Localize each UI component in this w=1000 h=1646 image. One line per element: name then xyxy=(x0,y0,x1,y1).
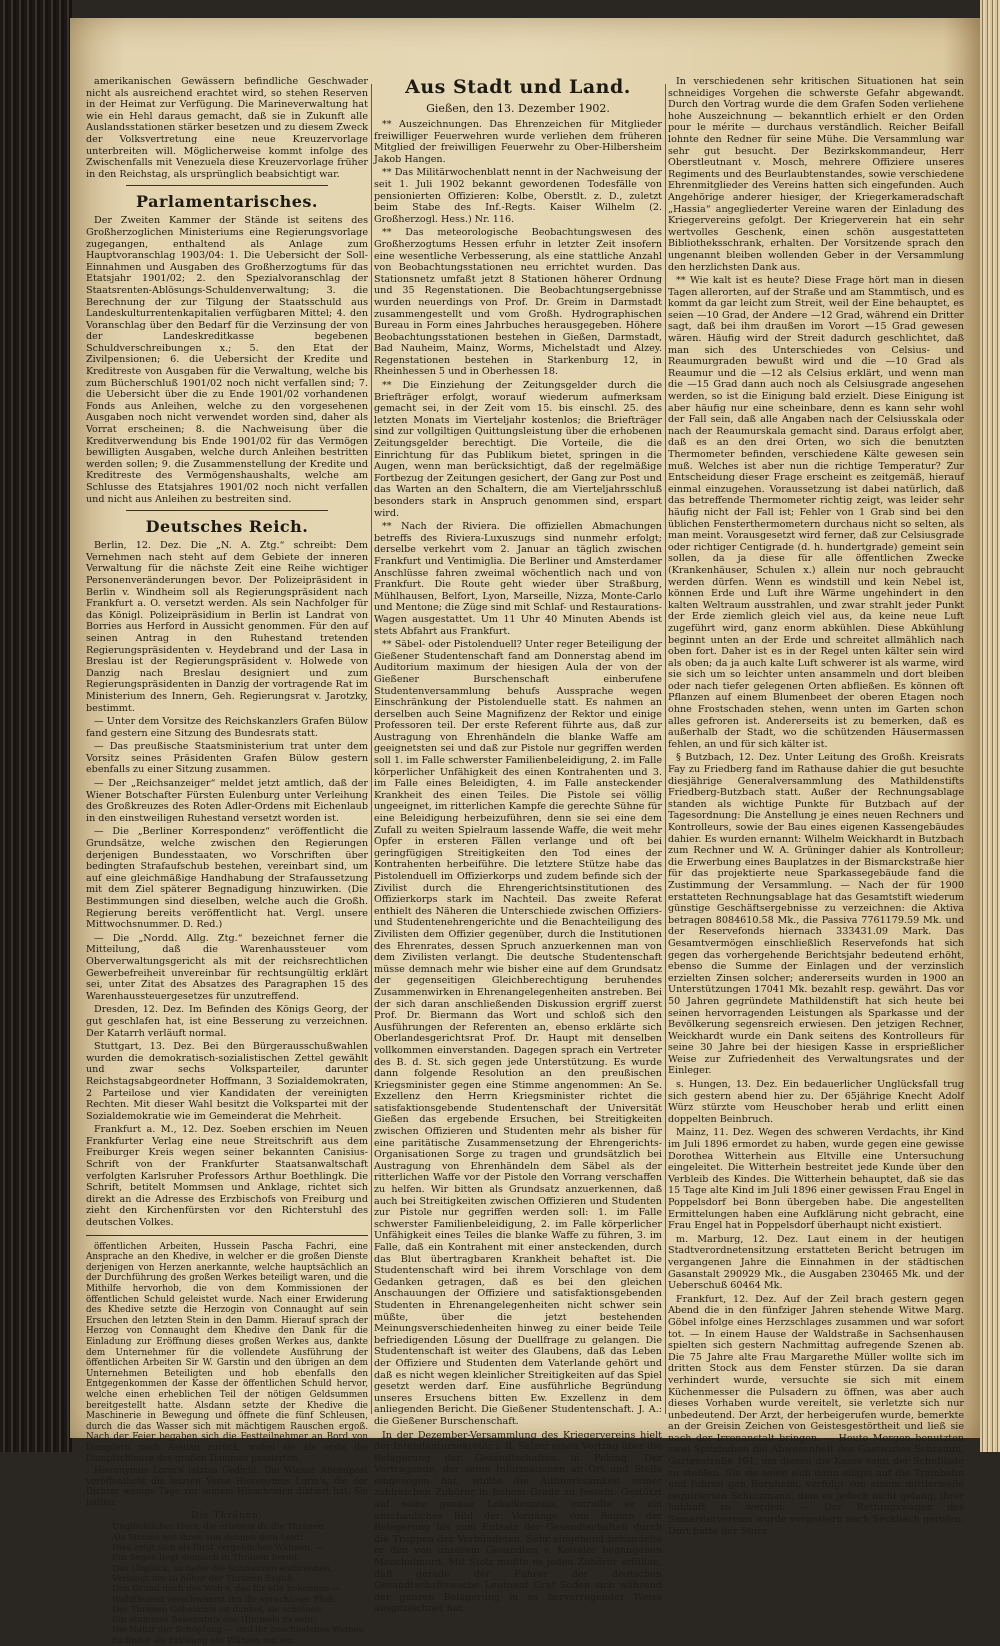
column-3 xyxy=(668,76,964,1537)
article-paragraph: ** Das meteorologische Beobachtungswesen des Großherzogtums Hessen erfuhr in letzter Zeit insofern eine wesentliche Verbesserung, als eine stattliche Anzahl von Beobachtungsstationen neu errichtet wurden. Das Stationsnetz umfaßt jetzt 8 Stationen höherer Ordnung und 35 Regenstationen. Die Beobachtungsergebnisse wurden neuerdings von Prof. Dr. Greim in Darmstadt zusammengestellt und vom Großh. Hydrographischen Bureau in Form eines Jahrbuches herausgegeben. Höhere Beobachtungsstationen bestehen in Gießen, Darmstadt, Bad Nauheim, Mainz, Worms, Michelstadt und Alzey. Regenstationen bestehen in Starkenburg 12, in Rheinhessen 5 und in Oberhessen 18. xyxy=(374,227,662,378)
article-paragraph: — Der „Reichsanzeiger“ meldet jetzt amtlich, daß der Wiener Botschafter Fürsten Eulenburg unter Verleihung des Großkreuzes des Roten Adler-Ordens mit Eichenlaub in den einstweiligen Ruhestand versetzt worden ist. xyxy=(86,778,368,824)
article-paragraph: Frankfurt, 12. Dez. Auf der Zeil brach gestern gegen Abend die in den fünfziger Jahren stehende Witwe Marg. Göbel infolge eines Herzschlages zusammen und war sofort tot. — In einem Hause der Waldstraße in Sachsenhausen spielten sich gestern Nachmittag aufregende Szenen ab. Die 75 Jahre alte Frau Margarethe Müller wollte sich im dritten Stock aus dem Fenster stürzen. Da sie daran verhindert wurde, versuchte sie sich mit einem Küchenmesser die Pulsadern zu öffnen, was aber auch dieses Vorhaben wurde vereitelt, sie verletzte sich nur unbedeutend. Der Arzt, der herbeigerufen wurde, bemerkte an der Greisin Zeichen von Geistesgestörtheit und ließ sie nach der Irrenanstalt bringen. — Heute Morgen benutzten zwei Spitzbuben die Abwesenheit des Gastwirtes Schramm, Gartenstraße 101, um diesen die Kasse samt der Schublade zu stehlen. Sie sie seien sich dann eiligst auf die Trambahn und fuhren gen Bornheim, verfolgt von einem mittlerweile requirierten Schutzmann, dem es jedoch nicht gelang, ihrer habhaft zu werden. — Der Rettungswagen des Samaritervereins wurde vorgestern nach Seckbach gerufen. Dort hatte der Sturz xyxy=(668,1293,964,1537)
article-parlamentarisches: Der Zweiten Kammer der Stände ist seitens des Großherzoglichen Ministeriums eine Regierungsvorlage zugegangen, enthaltend als Anlage zum Hauptvoranschlag 1903/04: 1. Die Uebersicht der Soll-Einnahmen und Ausgaben des Großherzogtums für das Etatsjahr 1901/02; 2. den Spezialvoranschlag der Staatsrenten-Ablösungs-Schuldenverwaltung; 3. die Berechnung der zur Tilgung der Staatsschuld aus Landeskulturrentenkapitalien verfügbaren Mittel; 4. den Voranschlag über den Bedarf für die Verzinsung der von der Landeskreditkasse begebenen Schuldverschreibungen x.; 5. den Etat der Zivilpensionen; 6. die Uebersicht der Kredite und Kreditreste von Ausgaben für die Verwaltung, welche bis zum Bücherschluß 1901/02 noch nicht verfallen sind; 7. die Uebersicht über die zu Ende 1901/02 vorhandenen Fonds aus Anleihen, welche zu den vorgesehenen Ausgaben noch nicht verwendet worden sind, daher als Vorrat erscheinen; 8. die Nachweisung über die Kreditverwendung bis Ende 1901/02 für das Vermögen bewilligten Ausgaben, welche durch Anleihen bestritten werden sollen; 9. die Zusammenstellung der Kredite und Kreditreste des Vermögenshaushalts, welche am Schlusse des Etatsjahres 1901/02 noch nicht verfallen und nicht aus Anleihen zu bestreiten sind. xyxy=(86,215,368,505)
article-paragraph: ** Säbel- oder Pistolenduell? Unter reger Beteiligung der Gießener Studentenschaft fand am Donnerstag abend im Auditorium maximum der hiesigen Aula der von der Gießener Burschenschaft einberufene Studentenversammlung behufs Aussprache wegen Einschränkung der Pistolenduelle statt. Es nahmen an derselben auch Seine Magnifizenz der Rektor und einige Professoren teil. Der erste Referent führte aus, daß zur Austragung von Ehrenhändeln die blanke Waffe am geeignetsten sei und daß zur Pistole nur gegriffen werden soll 1. im Falle schwerster Familienbeleidigung, 2. im Falle körperlicher Unfähigkeit des einen Kontrahenten und 3. im Falle eines Beleidigten, 4. im Falle ansteckender Krankheit des einen Teiles. Die Pistole sei völlig ungeeignet, im ritterlichen Kampfe die gerechte Sühne für eine Beleidigung herbeizuführen, denn sie sei eine dem Zufall zu weiten Spielraum lassende Waffe, die weit mehr Opfer in ersteren Fällen verlange und oft bei geringfügigen Streitigkeiten den Tod eines der Kontrahenten herbeiführe. Die letztere Stütze habe das Pistolenduell im Offizierkorps und zudem befinde sich der Zivilist durch die Ehrengerichtsinstitutionen des Offizierkorps stark im Nachteil. Das zweite Referat enthielt des Näheren die Unterschiede zwischen Offiziers- und Studentenehrengerichte und die Benachteiligung des Zivilisten dem Offizier gegenüber, durch die Institutionen des Ehrenrates, dessen Spruch anzuerkennen man von dem Zivilisten verlangt. Die deutsche Studentenschaft müsse demnach mehr wie bisher eine auf dem Grundsatz der gegenseitigen Gleichberechtigung beruhendes Zusammenwirken in Ehrenangelegenheiten anstreben. Bei der sich daran anschließenden Diskussion ergriff zuerst Prof. Dr. Biermann das Wort und schloß sich den Ausführungen der Referenten an, ebenso erklärte sich Oberlandesgerichtsrat Prof. Dr. Haupt mit denselben vollkommen einverstanden. Dagegen sprach ein Vertreter des B. d. St. sich gegen jede Unterstützung. Es wurde dann folgende Resolution an den preußischen Kriegsminister gegen eine Stimme angenommen: An Se. Exzellenz den Herrn Kriegsminister richtet die satisfaktionsgebende Studentenschaft der Universität Gießen das ergebende Ersuchen, bei Streitigkeiten zwischen Offizieren und Studenten mehr als bisher für eine paritätische Zusammensetzung der Ehrengerichts-Organisationen Sorge zu tragen und grundsätzlich bei Austragung von Ehrenhändeln dem Säbel als der ritterlichen Waffe vor der Pistole den Vorrang verschaffen zu helfen. Wir bitten als Grundsatz anzuerkennen, daß auch bei Streitigkeiten zwischen Offizieren und Studenten zur Pistole nur gegriffen werden soll: 1. im Falle schwerster Familienbeleidigung, 2. im Falle körperlicher Unfähigkeit eines Teiles die blanke Waffe zu führen, 3. im Falle, daß ein Kontrahent mit einer ansteckenden, durch das Blut übertragbaren Krankheit behaftet ist. Die Studentenschaft wird bei ihrem Vorschlage von dem Gedanken getragen, daß es bei den gleichen Anschauungen der Offiziere und satisfaktionsgebenden Studenten in Ehrenangelegenheiten nicht schwer sein müßte, über die jetzt bestehenden Meinungsverschiedenheiten hinweg zu einer beide Teile befriedigenden Lösung der Duellfrage zu gelangen. Die Studentenschaft ist weiter des Glaubens, daß das Leben der Offiziere und Studenten dem Vaterlande gehört und daß es nicht wegen kleinlicher Streitigkeiten auf das Spiel gesetzt werden darf. Eine ausführliche Begründung unseres Ersuchens bitten Ew. Exzellenz in dem anliegenden Bericht. Die Gießener Studentenschaft. J. A.: die Gießener Burschenschaft. xyxy=(374,639,662,1427)
article-paragraph: Mainz, 11. Dez. Wegen des schweren Verdachts, ihr Kind im Juli 1896 ermordet zu haben, wurde gegen eine gewisse Dorothea Witterhein aus Eltville eine Untersuchung eingeleitet. Die Witterhein bestreitet jede Kunde über den Verbleib des Kindes. Die Witterhein behauptet, daß sie das 15 Tage alte Kind im Juli 1896 einer gewissen Frau Engel in Poppelsdorf bei Bonn übergeben habe. Die angestellten Ermittelungen haben eine Aufklärung nicht gebracht, eine Frau Engel hat in Poppelsdorf überhaupt nicht existiert. xyxy=(668,1127,964,1232)
section-heading-stadt-und-land: Aus Stadt und Land. xyxy=(405,76,631,98)
article-paragraph: ** Auszeichnungen. Das Ehrenzeichen für Mitglieder freiwilliger Feuerwehren wurde verliehen dem früheren Mitglied der freiwilligen Feuerwehr zu Ober-Hilbersheim Jakob Hangen. xyxy=(374,119,662,165)
article-paragraph: Dresden, 12. Dez. Im Befinden des Königs Georg, der gut geschlafen hat, ist eine Besserung zu verzeichnen. Der Katarrh verläuft normal. xyxy=(86,1004,368,1039)
poem xyxy=(86,1522,368,1646)
article-paragraph: ** Nach der Riviera. Die offiziellen Abmachungen betreffs des Riviera-Luxuszugs sind nunmehr erfolgt; derselbe verkehrt vom 2. Januar an täglich zwischen Frankfurt und Ventimiglia. Die Berliner und Amsterdamer Anschlüsse fahren zweimal wöchentlich nach und von Frankfurt. Die Route geht wieder über Straßburg, Mühlhausen, Belfort, Lyon, Marseille, Nizza, Monte-Carlo und Mentone; die Züge sind mit Schlaf- und Restaurations-Wagen ausgestattet. Um 11 Uhr 40 Minuten Abends ist stets Abfahrt aus Frankfurt. xyxy=(374,521,662,637)
poem-line: Als Ströme mit ihren von dannen dein Leid! xyxy=(112,1532,303,1543)
poem-line: Das Unglück, so tiefer die Schmerzen entbrennen, xyxy=(112,1563,333,1574)
lorm-intro: Hieronymus Lorm's letztes Gedicht. Die Wiener Abendpost veröffentlicht die letzten Verse Hieronymus Lorm's, die der Dichter wenige Tage vor seinem Hinscheiden diktiert hat. Sie lauten: xyxy=(86,1466,368,1508)
article-intro: amerikanischen Gewässern befindliche Geschwader nicht als ausreichend erachtet wird, so stehen Reserven in der Heimat zur Verfügung. Die Marineverwaltung hat wie ein Hehl daraus gemacht, daß sie in Zukunft alle Auslandsstationen stärker besetzen und zu diesem Zweck der Volksvertretung eine neue Kreuzervorlage unterbreiten will. Möglicherweise kommt infolge des Zwischenfalls mit Venezuela diese Kreuzervorlage früher in den Reichstag, als ursprünglich beabsichtigt war. xyxy=(86,76,368,180)
poem-line: Den Grund doch des Weh's, das für alle bekennen — xyxy=(112,1584,341,1595)
article-paragraph: — Unter dem Vorsitze des Reichskanzlers Grafen Bülow fand gestern eine Sitzung des Bundesrats statt. xyxy=(86,716,368,739)
poem-line: Ein stummes Bekenntnis des Himmels zu sein: xyxy=(112,1615,316,1626)
article-paragraph: Stuttgart, 13. Dez. Bei den Bürgerausschußwahlen wurden die demokratisch-sozialistischen Zettel gewählt und zwar sechs Volksparteiler, darunter Reichstagsabgeordneter Hoffmann, 3 Sozialdemokraten, 2 Parteilose und vier Kandidaten der vereinigten Rechten. Mit dieser Wahl besitzt die Volkspartei mit der Sozialdemokratie wie im Gemeinderat die Mehrheit. xyxy=(86,1041,368,1122)
dateline: Gießen, den 13. Dezember 1902. xyxy=(426,102,610,115)
article-paragraph: Berlin, 12. Dez. Die „N. A. Ztg.“ schreibt: Dem Vernehmen nach steht auf dem Gebiete der inneren Verwaltung für die nächste Zeit eine Reihe wichtiger Personenveränderungen bevor. Der Polizeipräsident in Berlin v. Windheim soll als Regierungspräsident nach Frankfurt a. O. versetzt werden. Als sein Nachfolger für das Königl. Polizeipräsidium in Berlin ist Landrat von Borries aus Herford in Aussicht genommen. Für den auf seinen Antrag in den Ruhestand tretenden Regierungspräsidenten v. Heydebrand und der Lasa in Breslau ist der Regierungspräsident v. Holwede von Danzig nach Breslau designiert und zum Regierungspräsidenten in Danzig der vortragende Rat im Ministerium des Innern, Geh. Regierungsrat v. Jarotzky, bestimmt. xyxy=(86,540,368,714)
poem-line: Ein Segen liegt dennoch in Thränen bereit. xyxy=(112,1553,301,1564)
column-rule-2 xyxy=(665,84,666,1414)
newspaper-page xyxy=(70,18,980,1646)
article-paragraph: ** Wie kalt ist es heute? Diese Frage hört man in diesen Tagen allerorten, auf der Straße und am Stammtisch, und es kommt da gar leicht zum Streit, weil der Eine behauptet, es seien —10 Grad, der Andere —12 Grad, während ein Dritter sagt, daß bei ihm draußen im Vorort —15 Grad gewesen wären. Häufig wird der Streit dadurch geschlichtet, daß man sich des Unterschiedes von Celsius- und Reaumurgraden bewußt wird und die —10 Grad als Reaumur und die —12 als Celsius erklärt, und wenn man die —15 Grad dann auch noch als Celsiusgrade angesehen werden, so ist die Einigung bald erzielt. Diese Einigung ist aber häufig nur eine scheinbare, denn es kann sehr wohl der Fall sein, daß alle Angaben nach der Celsiusskala oder nach der Reaumurskala gemacht sind. Daraus erfolgt aber, daß es an den drei Orten, wo sich die benutzten Thermometer befinden, verschiedene Kälte gewesen sein muß. Welches ist aber nun die richtige Temperatur? Zur Entscheidung dieser Frage erscheint es zeitgemäß, hierauf einmal einzugehen. Voraussetzung ist dabei natürlich, daß das betreffende Thermometer richtig zeigt, was leider sehr häufig nicht der Fall ist; Fehler von 1 Grab sind bei den üblichen Fensterthermometern durchaus nicht so selten, als man meint. Vorausgesetzt wird ferner, daß zur Celsiusgrade oder richtiger Centigrade (d. h. hundertgrade) gemeint sein sollen, da ja diese für alle öffentlichen Zwecke (Krankenhäuser, Schulen x.) allein nur noch gebraucht werden dürfen. Wenn es windstill und kein Nebel ist, können Erde und Luft ihre Wärme ungehindert in den kalten Weltraum ausstrahlen, und zwar strahlt jeder Punkt der Erde ziemlich gleich viel aus, da keine neue Luft zugeführt wird, ganz enorm abkühlen. Diese Abkühlung beginnt unten an der Erde und schreitet allmählich nach oben fort. Daher ist es in der Regel unten kälter sein wird als oben; da ja auch kalte Luft schwerer ist als warme, wird sie sich um so leichter unten ansammeln und dort bleiben oder nach tiefer gelegenen Orten abfließen. Es können oft Pflanzen auf einem Blumenbeet der oberen Etagen noch ohne Frostschaden stehen, wenn unten im Garten schon alles gefroren ist. Andererseits ist zu bemerken, daß es außerhalb der Stadt, wo die schützenden Häusermassen fehlen, an und für sich kälter ist. xyxy=(668,275,964,750)
article-paragraph: m. Marburg, 12. Dez. Laut einem in der heutigen Stadtverordnetensitzung erstatteten Bericht betrugen im vergangenen Jahre die Einnahmen in der städtischen Gasanstalt 290929 Mk., die Ausgaben 230465 Mk. und der Ueberschuß 60464 Mk. xyxy=(668,1233,964,1292)
article-paragraph: — Das preußische Staatsministerium trat unter dem Vorsitz seines Präsidenten Grafen Bülow gestern ebenfalls zu einer Sitzung zusammen. xyxy=(86,741,368,776)
article-paragraph: s. Hungen, 13. Dez. Ein bedauerlicher Unglücksfall trug sich gestern abend hier zu. Der 65jährige Knecht Adolf Würz stürzte vom Heuschober herab und erlitt einen doppelten Beinbruch. xyxy=(668,1079,964,1125)
feuilleton-divider xyxy=(86,1235,368,1236)
poem-title: Die Thränen. xyxy=(191,1511,263,1522)
divider xyxy=(126,185,328,186)
column-rule-1 xyxy=(371,84,372,1414)
article-paragraph: ** Das Militärwochenblatt nennt in der Nachweisung der seit 1. Juli 1902 bekannt gewordenen Todesfälle von pensionierten Offizieren: Kolbe, Oberstlt. z. D., zuletzt beim Stabe des Inf.-Regts. Kaiser Wilhelm (2. Großherzogl. Hess.) Nr. 116. xyxy=(374,167,662,225)
poem-line: Verlangt um so höher der Thränen Erguß, xyxy=(112,1573,296,1584)
poem-line: Die Natur der Schöpfung — und ihr beschiedenes Weinen xyxy=(112,1625,365,1636)
article-paragraph: ** Die Einziehung der Zeitungsgelder durch die Briefträger erfolgt, worauf wiederum aufmerksam gemacht sei, in der Zeit vom 15. bis einschl. 25. des letzten Monats im Vierteljahr kostenlos; die Briefträger sind zur vollgiltigen Quittungsleistung über die erhobenen Zeitungsgelder berechtigt. Die Vorteile, die die Einrichtung für das Publikum bietet, springen in die Augen, wenn man berücksichtigt, daß der regelmäßige Fortbezug der Zeitungen gesichert, der Gang zur Post und das Warten an den Schaltern, die am Vierteljahrsschluß besonders stark in Anspruch genommen sind, erspart wird. xyxy=(374,380,662,519)
poem-line: Der Thränen Geheimnis ist dunkel, sie scheinen xyxy=(112,1604,322,1615)
section-heading-parlamentarisches: Parlamentarisches. xyxy=(136,192,318,212)
article-paragraph: — Die „Berliner Korrespondenz“ veröffentlicht die Grundsätze, welche zwischen den Regierungen derjenigen Bundesstaaten, wo Vorschriften über bedingten Strafaufschub bestehen, vereinbart sind, um auf eine gleichmäßige Handhabung der Strafaussetzung mit dem Ziel späterer Begnadigung hinzuwirken. (Die Bestimmungen sind dieselben, welche auch die Großh. Regierung bereits veröffentlicht hat. Vergl. unsere Mittwochsnummer. D. Red.) xyxy=(86,826,368,931)
section-heading-deutsches-reich: Deutsches Reich. xyxy=(145,517,309,537)
article-paragraph: — Die „Nordd. Allg. Ztg.“ bezeichnet ferner die Mitteilung, daß die Warenhaussteuer vom Oberverwaltungsgericht als mit der reichsrechtlichen Gewerbefreiheit unvereinbar für rechtsungültig erklärt sei, unter Zitat des Absatzes des Paragraphen 15 des Warenhaussteuergesetzes für unzutreffend. xyxy=(86,932,368,1002)
poem-line: Unglückliches Herz, die erlebnis du die Thränen xyxy=(112,1522,324,1533)
article-paragraph: Frankfurt a. M., 12. Dez. Soeben erschien im Neuen Frankfurter Verlag eine neue Streitschrift aus dem Freiburger Kreis wegen seiner bekannten Canisius-Schrift von der Frankfurter Staatsanwaltschaft verfolgten Karlsruher Professors Arthur Boethlingk. Die Schrift, betitelt Mommsen und Anklage, richtet sich direkt an die Adresse des Erzbischofs von Freiburg und zieht den Kirchenfürsten vor den Richterstuhl des deutschen Volkes. xyxy=(86,1124,368,1229)
article-paragraph: § Butzbach, 12. Dez. Unter Leitung des Großh. Kreisrats Fay zu Friedberg fand im Rathause dahier die gut besuchte diesjährige Generalversammlung des Mathildenstifts Friedberg-Butzbach statt. Außer der Rechnungsablage standen als wichtige Punkte für Butzbach auf der Tagesordnung: Die Anstellung je eines neuen Rechners und Kontrolleurs, sowie der Bau eines eigenen Kassengebäudes dahier. Es wurden ernannt: Wilhelm Weickhardt in Butzbach zum Rechner und W. A. Grüninger dahier als Kontrolleur; die Erwerbung eines Bauplatzes in der Bismarckstraße hier für das projektierte neue Sparkassegebäude fand die Zustimmung der Versammlung. — Nach der für 1900 erstatteten Rechnungsablage hat das Gesamtstift wiederum günstige Geschäftsergebnisse zu verzeichnen: die Aktiva betragen 8084610.58 Mk., die Passiva 7761179.59 Mk. und der Reservefonds hiernach 333431.09 Mark. Das Gesamtvermögen einschließlich Reservefonds hat sich gegen das vorhergehende Berichtsjahr bedeutend erhöht, ebenso die Summe der Einlagen und der verzinslich erzielten Zinsen solcher; andererseits wurden in 1900 an Unterstützungen 17041 Mk. bezahlt resp. gewährt. Das vor 50 Jahren gegründete Mathildenstift hat sich heute bei seinen hervorragenden Leistungen als Sparkasse und der Bevölkerung segensreich erwiesen. Den jetzigen Rechner, Weickhardt wurde ein Dank seitens des Kontrolleurs für seine 30 Jahre bei der hiesigen Kasse in ersprießlicher Weise zur Zufriedenheit des Verwaltungsrates und der Einleger. xyxy=(668,752,964,1077)
article-paragraph: In der Dezember-Versammlung des Kriegervereins hielt der Intendantursekretär i. R. Selzer einen Vortrag über die Belagerung der Gesandtschaften in Peking. Der Vortragende, der seine Informationen an Ort und Stelle eingezogen hat, wußte die Aufmerksamkeit seiner zahlreichen Zuhörer in hohem Grade zu fesseln. Gestützt auf seine genaue Lokalkenntnis, entrollte er ein anschauliches Bild der Vorgänge vom Beginn der Belagerung bis zum Entsatz der Gesandtschaften durch die Truppen der Verbündeten. Sehr eingehend behandelte er den von unserem Gesandten v. Ketteler begangenen Meuchelmord. Mit Stolz mußte es jeden Zuhörer erfüllen, daß gerade der Führer der deutschen Gesandtschaftswache Leutnant Graf Soden sich während der ganzen Belagerung in so hervorragender Weise ausgezeichnet hat. xyxy=(374,1429,662,1615)
column-2 xyxy=(374,76,662,1615)
column-1 xyxy=(86,76,368,1646)
poem-line: Dies zeigt sich als fürst vergebliches Wähnen, — xyxy=(112,1543,324,1554)
article-paragraph: In verschiedenen sehr kritischen Situationen hat sein schneidiges Vorgehen die schwerste Gefahr abgewandt. Durch den Vortrag wurde die dem Grafen Soden verliehene hohe Auszeichnung — bekanntlich erhielt er den Orden pour le mérite — durchaus verständlich. Reicher Beifall lohnte den Redner für seine Mühe. Die Versammlung war sehr gut besucht. Der Bezirkskommandeur, Herr Oberstleutnant v. Mosch, mehrere Offiziere unseres Regiments und des Beurlaubtenstandes, sowie verschiedene Ehrenmitglieder des Vereins hatten sich eingefunden. Auch Angehörige anderer hiesiger, der Kriegerkameradschaft „Hassia“ angegliederter Vereine waren der Einladung des Kriegervereins gefolgt. Der Kriegerverein hat ein sehr wertvolles Geschenk, einen schön ausgestatteten Bibliotheksschrank, erhalten. Der Vorsitzende sprach den ungenannt bleiben wollenden Geber in der Versammlung den herzlichsten Dank aus. xyxy=(668,76,964,273)
book-binding-left xyxy=(0,0,72,1452)
poem-line: Wahlthuend verschwimmt ihn ihr sprachloser Fluß. xyxy=(112,1594,337,1605)
feuilleton-text: öffentlichen Arbeiten, Hussein Pascha Fachri, eine Ansprache an den Khedive, in welcher er die großen Dienste derjenigen von Herzen anerkannte, welche hauptsächlich an der Durchführung des großen Werkes beteiligt waren, und die Mithilfe hervorhob, die von dem Kommissionen der öffentlichen Schuld geleistet wurde. Nach einer Erwiderung des Khedive setzte die Herzogin von Connaught auf sein Ersuchen den letzten Stein in den Damm. Hierauf sprach der Herzog von Connaught dem Khedive den Dank für die Einladung zur Eröffnung dieses großen Werkes aus, dankte dem Unternehmer für die vollendete Ausführung der öffentlichen Arbeiten Sir W. Garstin und den übrigen an dem Unternehmen Beteiligten und hob ebenfalls den Entgegenkommen der Kasse der öffentlichen Schuld hervor, welche einen erheblichen Teil der nötigen Geldsummen bereitgestellt hatte. Alsdann setzte der Khedive die Maschinerie in Bewegung und öffnete die fünf Schleusen, durch die das Wasser sich mit mächtigem Rauschen ergoß. Nach der Feier begaben sich die Festteilnehmer an Bord von Dampfern nach Assuan zurück, wobei sie als erste die Dampfschleuse des großen Dammes passierten. xyxy=(86,1241,368,1464)
page-edges-right xyxy=(980,0,1000,1452)
divider xyxy=(126,510,328,511)
poem-line: Es findet als Erlösung ein Pfühlen mit ein. xyxy=(112,1635,296,1646)
